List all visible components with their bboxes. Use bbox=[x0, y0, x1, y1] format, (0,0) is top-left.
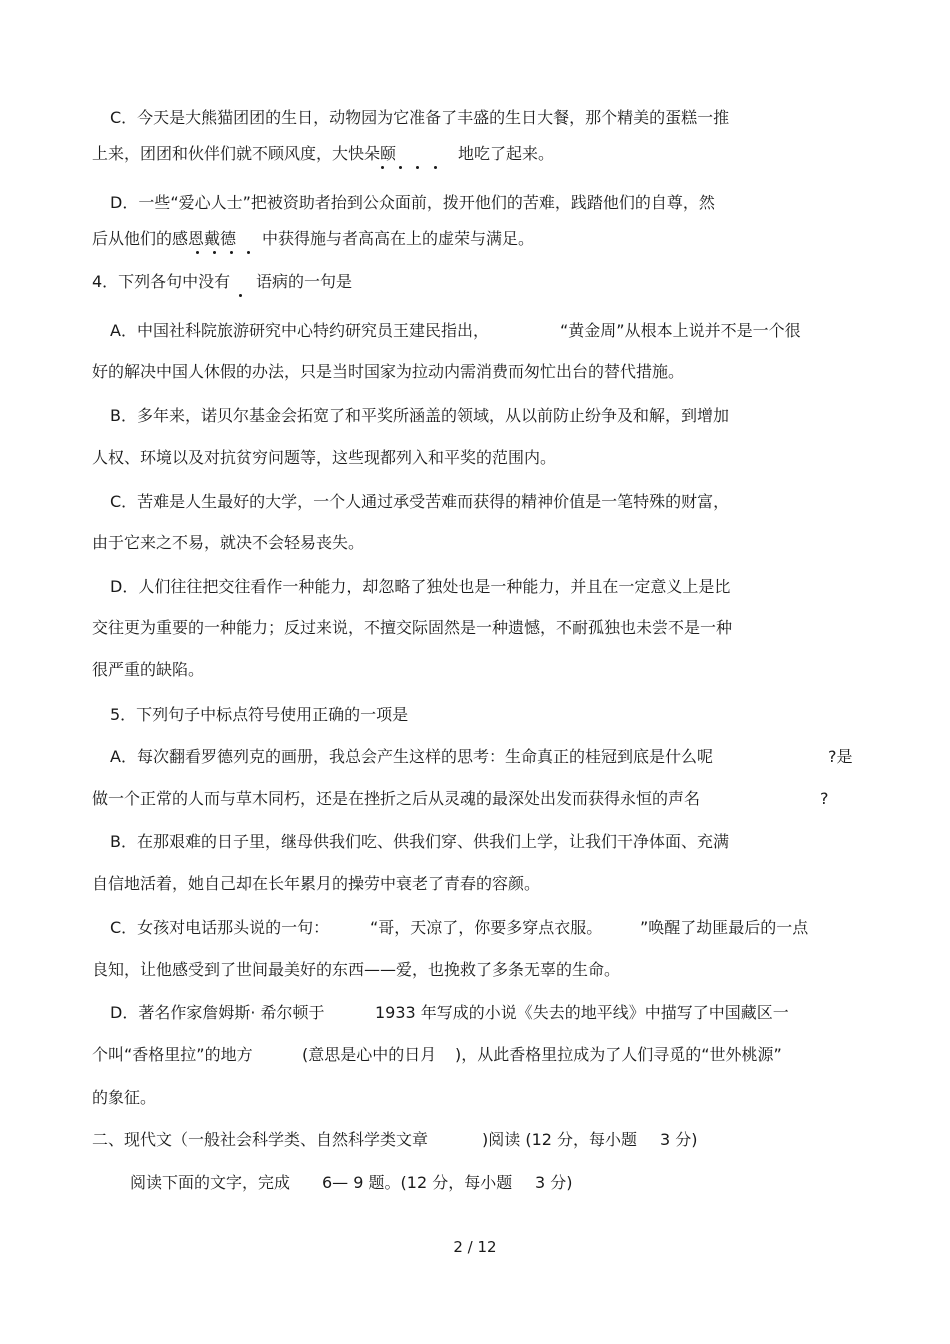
q4-option-d-line3: 很严重的缺陷。 bbox=[92, 660, 205, 679]
section-heading: 二、现代文（一般社会科学类、自然科学类文章 bbox=[92, 1130, 429, 1149]
q3-option-d-line2-tail: 中获得施与者高高在上的虚荣与满足。 bbox=[262, 229, 535, 248]
emphasis-dot bbox=[196, 251, 199, 254]
q5-option-a-line2-tail: ? bbox=[820, 789, 829, 808]
q3-option-c-line1: C．今天是大熊猫团团的生日，动物园为它准备了丰盛的生日大餐，那个精美的蛋糕一推 bbox=[110, 108, 730, 127]
q4-option-a-line2: 好的解决中国人休假的办法，只是当时国家为拉动内需消费而匆忙出台的替代措施。 bbox=[92, 362, 685, 381]
emphasis-dot bbox=[399, 166, 402, 169]
emphasis-dot bbox=[416, 166, 419, 169]
q4-option-b-line1: B．多年来，诺贝尔基金会拓宽了和平奖所涵盖的领域，从以前防止纷争及和解，到增加 bbox=[110, 406, 729, 425]
q5-option-d-line1-tail: 1933 年写成的小说《失去的地平线》中描写了中国藏区一 bbox=[375, 1003, 789, 1022]
q3-option-d-line1: D．一些“爱心人士”把被资助者抬到公众面前，拨开他们的苦难，践踏他们的自尊，然 bbox=[110, 193, 715, 212]
q5-option-a-line1-tail: ?是 bbox=[828, 747, 853, 766]
q5-option-d-line1: D．著名作家詹姆斯· 希尔顿于 bbox=[110, 1003, 325, 1022]
section-intro-tail: 3 分) bbox=[535, 1173, 573, 1192]
q5-option-d-line2: 个叫“香格里拉”的地方 bbox=[92, 1045, 253, 1064]
emphasis-dot bbox=[239, 294, 242, 297]
section-heading-mid: )阅读 (12 分，每小题 bbox=[482, 1130, 638, 1149]
section-intro-mid: 6— 9 题。(12 分，每小题 bbox=[322, 1173, 513, 1192]
q5-option-d-line2-mid: (意思是心中的日月 bbox=[302, 1045, 437, 1064]
q3-option-c-line2: 上来，团团和伙伴们就不顾风度，大快朵颐 bbox=[92, 144, 397, 163]
q5-option-c-line1-mid: “哥，天凉了，你要多穿点衣服。 bbox=[370, 918, 603, 937]
emphasis-dot bbox=[247, 251, 250, 254]
q4-option-b-line2: 人权、环境以及对抗贫穷问题等，这些现都列入和平奖的范围内。 bbox=[92, 448, 557, 467]
emphasis-dot bbox=[434, 166, 437, 169]
q5-stem: 5．下列句子中标点符号使用正确的一项是 bbox=[110, 705, 409, 724]
q5-option-a-line2: 做一个正常的人而与草木同朽，还是在挫折之后从灵魂的最深处出发而获得永恒的声名 bbox=[92, 789, 701, 808]
q5-option-b-line2: 自信地活着，她自己却在长年累月的操劳中衰老了青春的容颜。 bbox=[92, 874, 541, 893]
q4-stem-tail: 语病的一句是 bbox=[256, 272, 353, 291]
q4-option-a-line1: A．中国社科院旅游研究中心特约研究员王建民指出， bbox=[110, 321, 489, 340]
emphasis-dot bbox=[230, 251, 233, 254]
q4-stem: 4．下列各句中没有 bbox=[92, 272, 231, 291]
emphasis-dot bbox=[381, 166, 384, 169]
q5-option-a-line1: A．每次翻看罗德列克的画册，我总会产生这样的思考：生命真正的桂冠到底是什么呢 bbox=[110, 747, 713, 766]
q5-option-b-line1: B．在那艰难的日子里，继母供我们吃、供我们穿、供我们上学，让我们干净体面、充满 bbox=[110, 832, 729, 851]
q4-option-d-line1: D．人们往往把交往看作一种能力，却忽略了独处也是一种能力，并且在一定意义上是比 bbox=[110, 577, 731, 596]
emphasis-dot bbox=[213, 251, 216, 254]
q5-option-c-line2: 良知，让他感受到了世间最美好的东西——爱，也挽救了多条无辜的生命。 bbox=[92, 960, 621, 979]
q3-option-d-line2: 后从他们的感恩戴德 bbox=[92, 229, 237, 248]
q3-option-c-line2-tail: 地吃了起来。 bbox=[458, 144, 555, 163]
q4-option-c-line2: 由于它来之不易，就决不会轻易丧失。 bbox=[92, 533, 365, 552]
q5-option-d-line2-tail: )，从此香格里拉成为了人们寻觅的“世外桃源” bbox=[455, 1045, 782, 1064]
q5-option-d-line3: 的象征。 bbox=[92, 1088, 157, 1107]
section-heading-tail: 3 分) bbox=[660, 1130, 698, 1149]
q4-option-d-line2: 交往更为重要的一种能力；反过来说，不擅交际固然是一种遗憾，不耐孤独也未尝不是一种 bbox=[92, 618, 733, 637]
q5-option-c-line1-tail: ”唤醒了劫匪最后的一点 bbox=[640, 918, 809, 937]
page-number: 2 / 12 bbox=[453, 1238, 497, 1256]
q4-option-c-line1: C．苦难是人生最好的大学，一个人通过承受苦难而获得的精神价值是一笔特殊的财富， bbox=[110, 492, 730, 511]
q4-option-a-line1-tail: “黄金周”从根本上说并不是一个很 bbox=[560, 321, 801, 340]
q5-option-c-line1: C．女孩对电话那头说的一句： bbox=[110, 918, 330, 937]
section-intro: 阅读下面的文字，完成 bbox=[130, 1173, 291, 1192]
